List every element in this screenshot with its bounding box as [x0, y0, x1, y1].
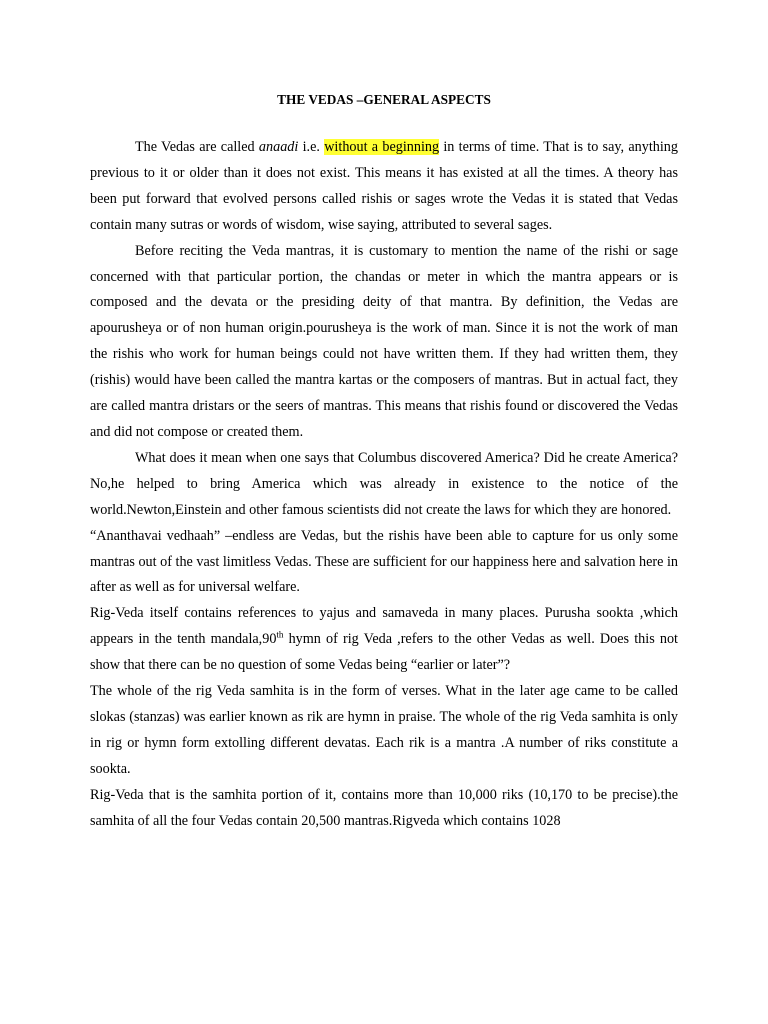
paragraph-7: Rig-Veda that is the samhita portion of it, contains more than 10,000 riks (10,170 to be precise).the samhita of all the four Vedas contain 20,500 mantras.Rigveda which contains 1028 [90, 786, 678, 829]
paragraph-4: “Ananthavai vedhaah” –endless are Vedas, but the rishis have been able to capture for us only some mantras out of the vast limitless Vedas. These are sufficient for our happiness here and salvation here in after as well as for universal welfare. [90, 527, 678, 596]
paragraph-5 [90, 601, 678, 679]
document-title: THE VEDAS –GENERAL ASPECTS [277, 92, 491, 107]
paragraph-1 [90, 135, 678, 239]
paragraph-1-term-anaadi: anaadi [258, 139, 299, 155]
paragraph-1-text-d: in terms of time. That is to say, anything previous to it or older than it does not exist. This means it has existed at all the times. A theory has been put forward that evolved persons called rishis or sages wrote the Vedas it is stated that Vedas contain many sutras or words of wisdom, wise saying, attributed to several sages. [90, 139, 678, 233]
paragraph-1-text-a: The Vedas are called [135, 139, 259, 155]
paragraph-5-superscript: th [276, 629, 284, 640]
paragraph-6: The whole of the rig Veda samhita is in the form of verses. What in the later age came to be called slokas (stanzas) was earlier known as rik are hymn in praise. The whole of the rig Veda samhita is only in rig or hymn form extolling different devatas. Each rik is a mantra .A number of riks constitute a sookta. [90, 683, 678, 777]
highlighted-text: without a beginning [324, 139, 440, 155]
paragraph-3: What does it mean when one says that Columbus discovered America? Did he create America?No,he helped to bring America which was already in existence to the notice of the world.Newton,Einstein and other famous scientists did not create the laws for which they are honored. [90, 449, 678, 518]
paragraph-1-text-c: i.e. [298, 139, 325, 155]
paragraph-2: Before reciting the Veda mantras, it is customary to mention the name of the rishi or sage concerned with that particular portion, the chandas or meter in which the mantra appears or is composed and the devata or the presiding deity of that mantra. By definition, the Vedas are apourusheya or of non human origin.pourusheya is the work of man. Since it is not the work of man the rishis who work for human beings could not have written them. If they had written them, they (rishis) would have been called the mantra kartas or the composers of mantras. But in actual fact, they are called mantra dristars or the seers of mantras. This means that rishis found or discovered the Vedas and did not compose or created them. [90, 242, 678, 440]
paragraph-5-text-b: hymn of rig Veda ,refers to the other Vedas as well. Does this not show that there can be no question of some Vedas being “earlier or later”? [90, 631, 678, 674]
paragraph-5-text-a: Rig-Veda itself contains references to yajus and samaveda in many places. Purusha sookta ,which appears in the tenth mandala,90 [90, 605, 678, 648]
